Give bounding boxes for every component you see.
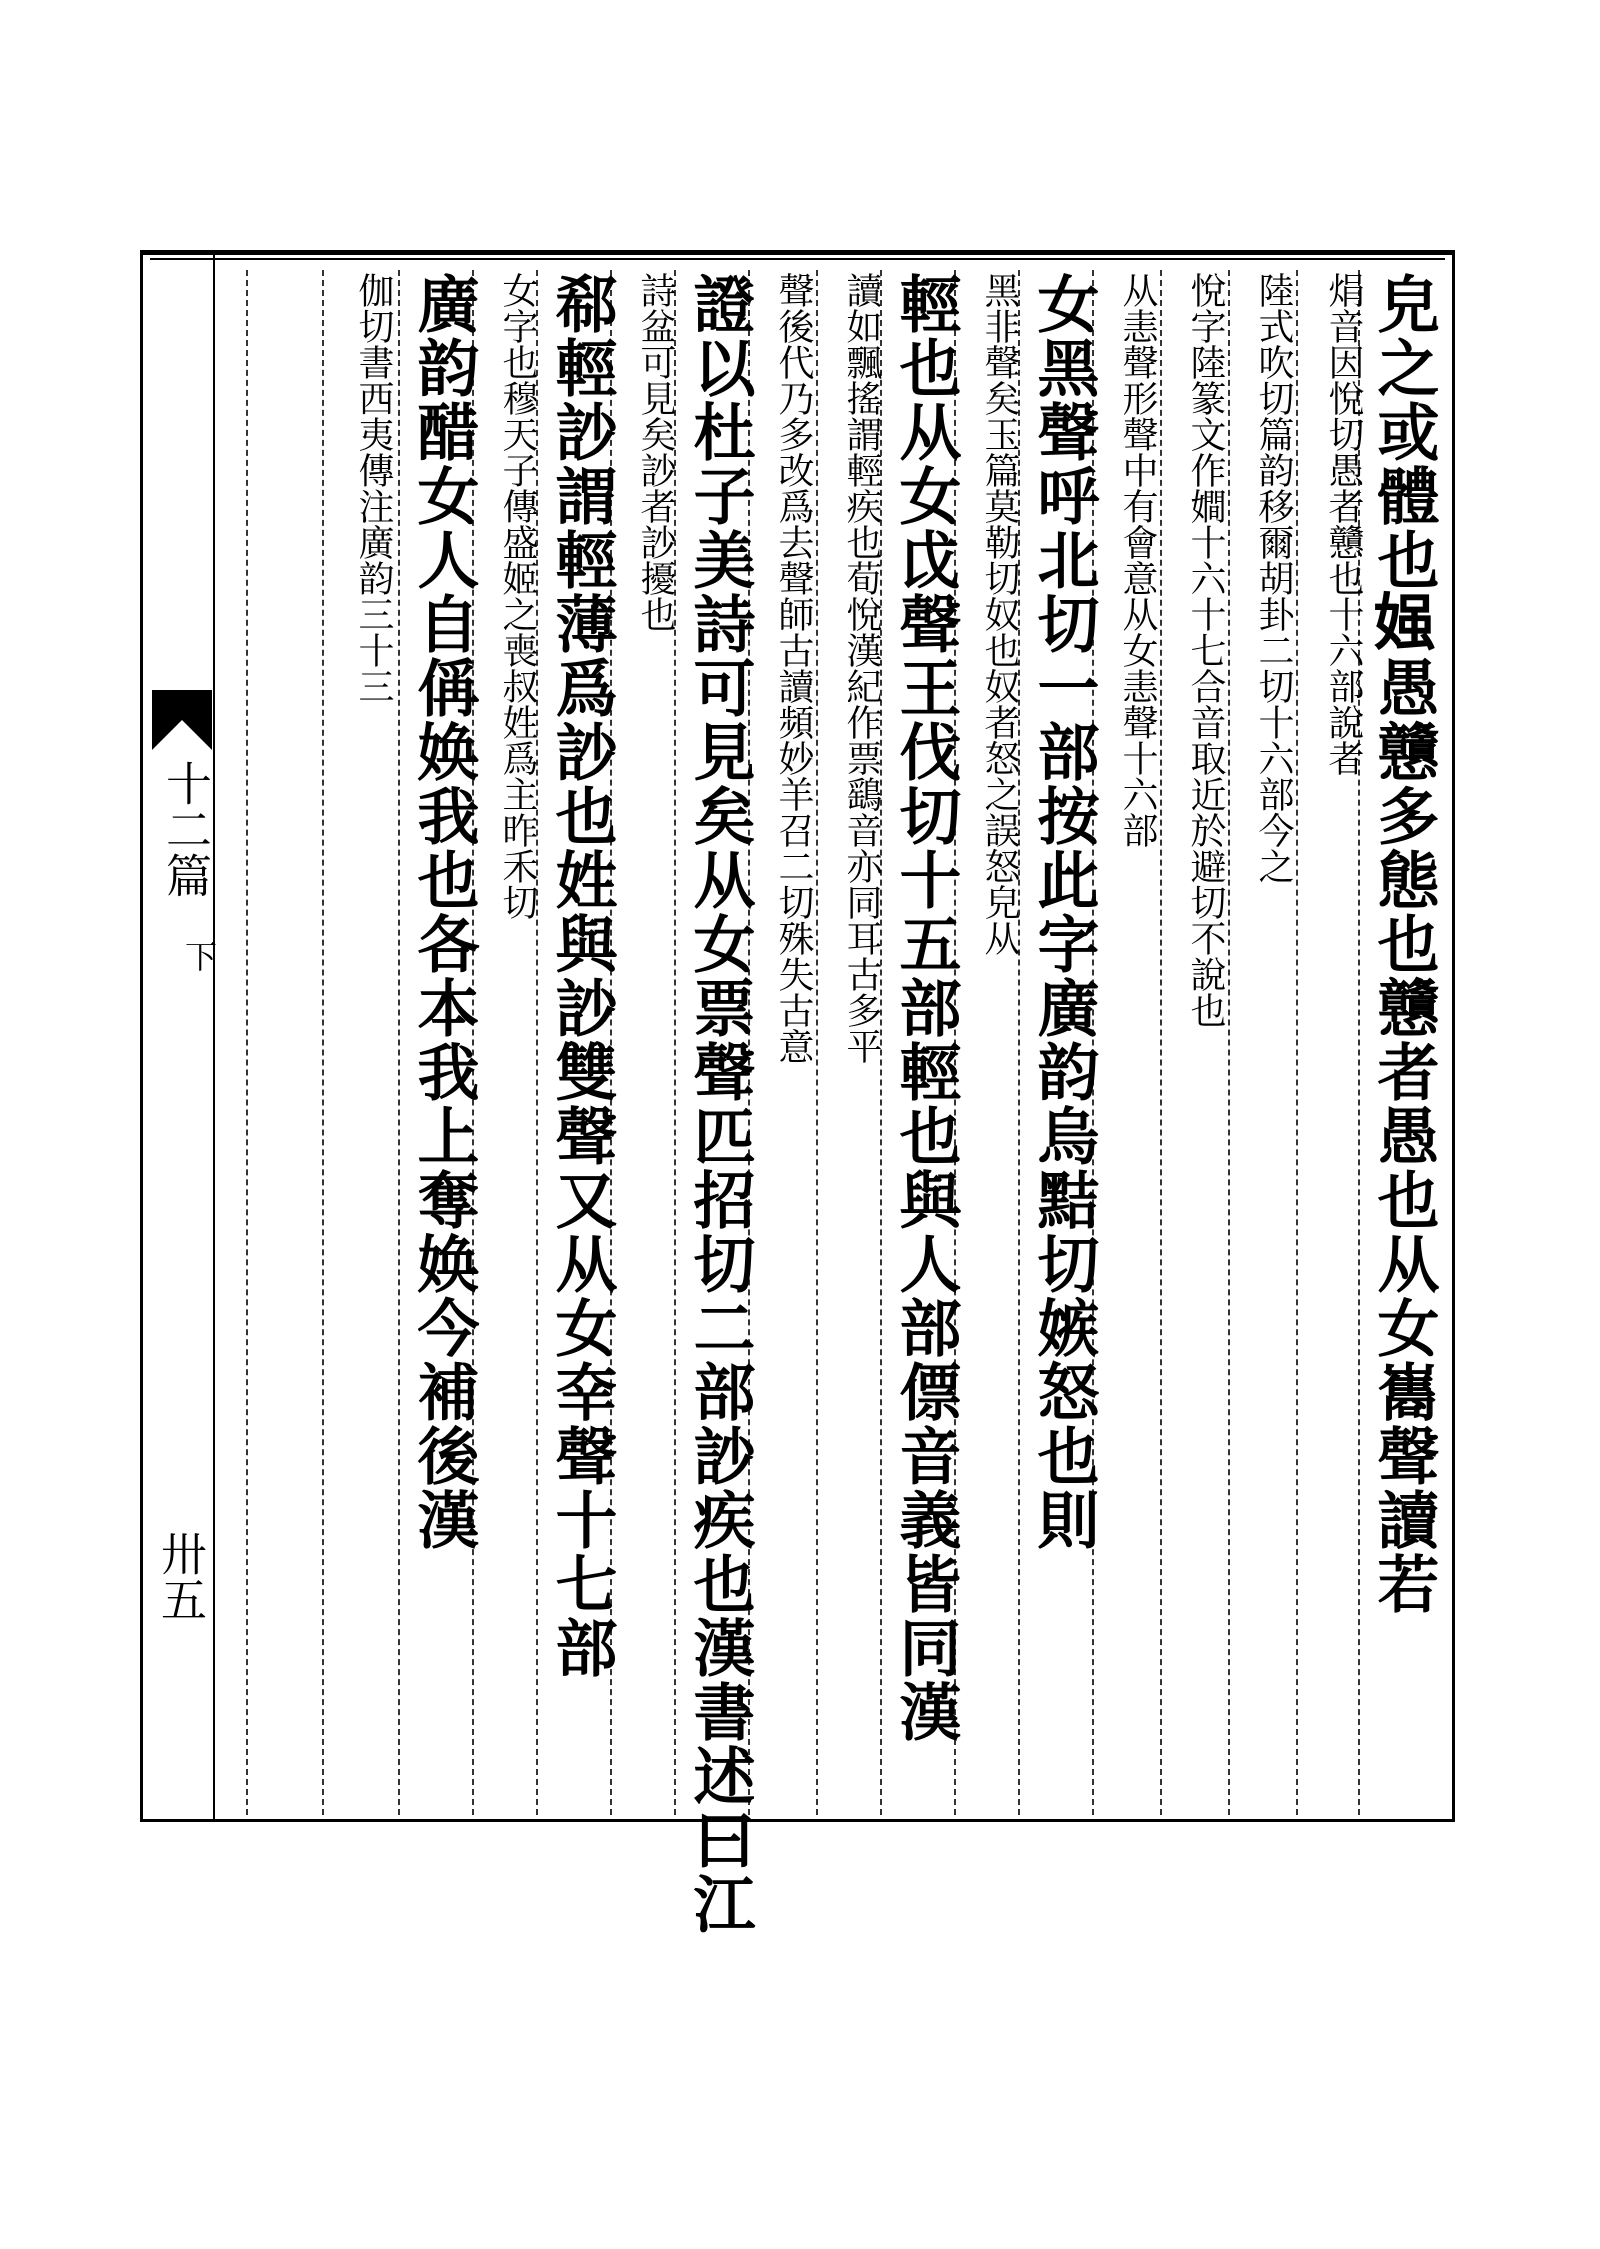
text-column-13: 郗輕訬謂輕薄爲訬也姓與訬雙聲又从女㚔聲十七部 bbox=[545, 272, 618, 1680]
text-column-17 bbox=[260, 272, 326, 1812]
text-column-1: 皃之或體也𡟎愚戇多態也戇者愚也从女巂聲讀若 bbox=[1367, 272, 1440, 1616]
text-column-7: 黑非聲矣玉篇莫勒切奴也奴者怒之誤怒皃从 bbox=[979, 272, 1020, 956]
column-divider bbox=[246, 270, 248, 1815]
text-column-5: 从恚聲形聲中有會意从女恚聲十六部 bbox=[1117, 272, 1158, 848]
text-column-10: 聲後代乃多改爲去聲師古讀頻妙羊召二切殊失古意 bbox=[773, 272, 814, 1064]
text-column-9: 讀如飄搖謂輕疾也荀悅漢紀作票鷂音亦同耳古多平 bbox=[841, 272, 882, 1064]
juan-label: 十二篇 bbox=[159, 760, 213, 898]
text-column-11: 證以杜子美詩可見矣从女票聲匹招切二部訬疾也漢書述曰江 bbox=[683, 272, 756, 1936]
text-column-8: 輕也从女戉聲王伐切十五部輕也與人部僄音義皆同漢 bbox=[889, 272, 962, 1744]
text-column-3: 陸式吹切篇韵移爾胡卦二切十六部今之 bbox=[1253, 272, 1294, 884]
text-column-2: 焆音因悅切愚者戇也十六部說者 bbox=[1323, 272, 1364, 776]
text-column-4: 悅字陸篆文作𡢃十六十七合音取近於避切不說也 bbox=[1185, 272, 1226, 1028]
text-column-16: 伽切書西夷傳注廣韵三十三 bbox=[353, 272, 394, 704]
text-column-12: 詩盆可見矣訬者訬擾也 bbox=[635, 272, 676, 632]
leaf-number: 卅五 bbox=[154, 1530, 208, 1622]
juan-sub-label: 下 bbox=[180, 940, 218, 972]
text-column-15: 廣韵醋女人自偁㛟我也各本我上奪㛟今補後漢 bbox=[407, 272, 480, 1552]
fishtail-mark bbox=[150, 690, 214, 750]
text-column-14: 女字也穆天子傳盛姬之喪叔姓爲主昨禾切 bbox=[497, 272, 538, 920]
text-column-6: 女黑聲呼北切一部按此字廣韵烏黠切嫉怒也則 bbox=[1027, 272, 1100, 1552]
